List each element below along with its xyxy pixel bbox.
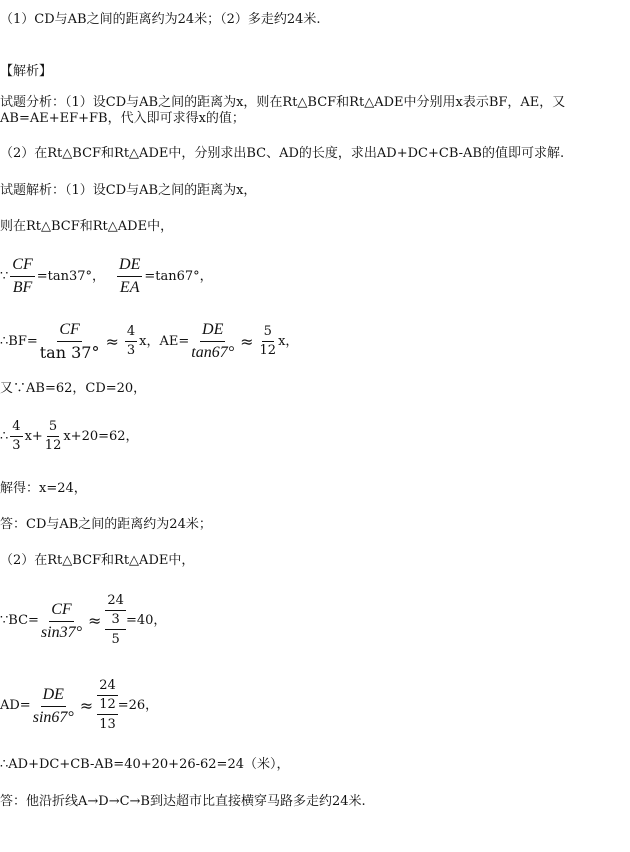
answer-part-1: 答：CD与AB之间的距离约为24米； xyxy=(0,517,212,532)
fraction-numerator: DE xyxy=(200,319,225,342)
fraction-numerator: 4 xyxy=(125,323,137,342)
compound-fraction-bottom: 5 xyxy=(111,632,120,647)
therefore-symbol: ∴ xyxy=(0,428,9,444)
fraction-cf-bf xyxy=(10,254,34,299)
equation-text: =tan37°， xyxy=(36,268,106,284)
fraction-denominator: sin37° xyxy=(40,623,82,641)
fraction-denominator: 3 xyxy=(111,612,120,627)
fraction-4-3 xyxy=(10,418,22,455)
fraction-cf-tan37 xyxy=(40,319,100,364)
compound-fraction-top xyxy=(105,592,126,630)
equation-text: =26， xyxy=(117,698,159,713)
fraction-denominator: BF xyxy=(12,279,33,296)
fraction-numerator: 5 xyxy=(262,323,274,342)
equation-text: x+20=62， xyxy=(63,428,139,444)
fraction-numerator: 24 xyxy=(97,677,118,696)
fraction-numerator: DE xyxy=(117,254,142,277)
fraction-denominator: tan67° xyxy=(191,344,235,361)
fraction-denominator: sin67° xyxy=(32,708,74,726)
fraction-numerator: CF xyxy=(49,599,73,622)
analysis-heading: 【解析】 xyxy=(0,64,53,79)
fraction-numerator: 24 xyxy=(105,592,126,611)
fraction-numerator: 4 xyxy=(10,418,22,437)
compound-fraction-bottom: 13 xyxy=(99,717,116,732)
analysis-text-1: 试题分析：（1）设CD与AB之间的距离为x，则在Rt△BCF和Rt△ADE中分别用x表示BF，AE，又 xyxy=(0,95,566,110)
fraction-denominator: 12 xyxy=(44,438,62,453)
fraction-de-sin67 xyxy=(33,684,74,729)
fraction-denominator: 3 xyxy=(126,343,136,358)
fraction-denominator: EA xyxy=(119,279,140,296)
analysis-text-3: （2）在Rt△BCF和Rt△ADE中，分别求出BC、AD的长度，求出AD+DC+CB-AB的值即可求解. xyxy=(0,146,565,161)
equation-bc xyxy=(0,592,166,650)
approx-symbol: ≈ xyxy=(240,331,254,351)
equation-text: AD= xyxy=(0,698,31,713)
compound-fraction xyxy=(97,677,118,735)
answer-summary: （1）CD与AB之间的距离约为24米；（2）多走约24米. xyxy=(0,12,321,27)
equation-text: =tan67°， xyxy=(144,268,213,284)
fraction-numerator: 5 xyxy=(47,418,59,437)
fraction-denominator: 3 xyxy=(12,438,21,453)
fraction-denominator: 12 xyxy=(259,343,277,358)
equation-text: ∵BC= xyxy=(0,613,39,628)
fraction-numerator: CF xyxy=(10,254,34,277)
fraction-4-3 xyxy=(125,323,137,360)
equation-ad xyxy=(0,677,158,735)
fraction-5-12 xyxy=(260,323,277,360)
approx-symbol: ≈ xyxy=(105,331,119,351)
analysis-text-2: AB=AE+EF+FB，代入即可求得x的值； xyxy=(0,111,245,126)
equation-text: ∴BF= xyxy=(0,333,38,349)
equation-text: =40， xyxy=(125,613,167,628)
solve-result: 解得：x=24， xyxy=(0,481,87,496)
equation-text: x，AE= xyxy=(139,333,190,349)
extra-distance-calc: ∴AD+DC+CB-AB=40+20+26-62=24（米）， xyxy=(0,757,290,772)
approx-symbol: ≈ xyxy=(87,611,102,630)
because-symbol: ∵ xyxy=(0,268,9,284)
compound-fraction xyxy=(105,592,126,650)
fraction-numerator: CF xyxy=(57,319,81,342)
equation-sum xyxy=(0,418,139,455)
approx-symbol: ≈ xyxy=(79,696,94,715)
given-values: 又∵AB=62，CD=20， xyxy=(0,381,147,396)
equation-bf-ae xyxy=(0,319,298,364)
fraction-denominator: tan 37° xyxy=(39,343,100,362)
fraction-5-12 xyxy=(45,418,62,455)
fraction-de-ea xyxy=(117,254,142,299)
solution-step-2: 则在Rt△BCF和Rt△ADE中， xyxy=(0,219,174,234)
solution-part-2-intro: （2）在Rt△BCF和Rt△ADE中， xyxy=(0,553,195,568)
fraction-de-tan67 xyxy=(191,319,234,364)
compound-fraction-top xyxy=(97,677,118,715)
fraction-numerator: DE xyxy=(41,684,66,707)
equation-text: x， xyxy=(278,333,299,349)
equation-tan-ratios xyxy=(0,254,213,299)
equation-text: x+ xyxy=(24,428,43,444)
fraction-cf-sin37 xyxy=(41,599,82,644)
fraction-denominator: 12 xyxy=(99,697,116,712)
solution-step-1: 试题解析：（1）设CD与AB之间的距离为x， xyxy=(0,183,257,198)
final-answer: 答：他沿折线A→D→C→B到达超市比直接横穿马路多走约24米. xyxy=(0,794,366,809)
